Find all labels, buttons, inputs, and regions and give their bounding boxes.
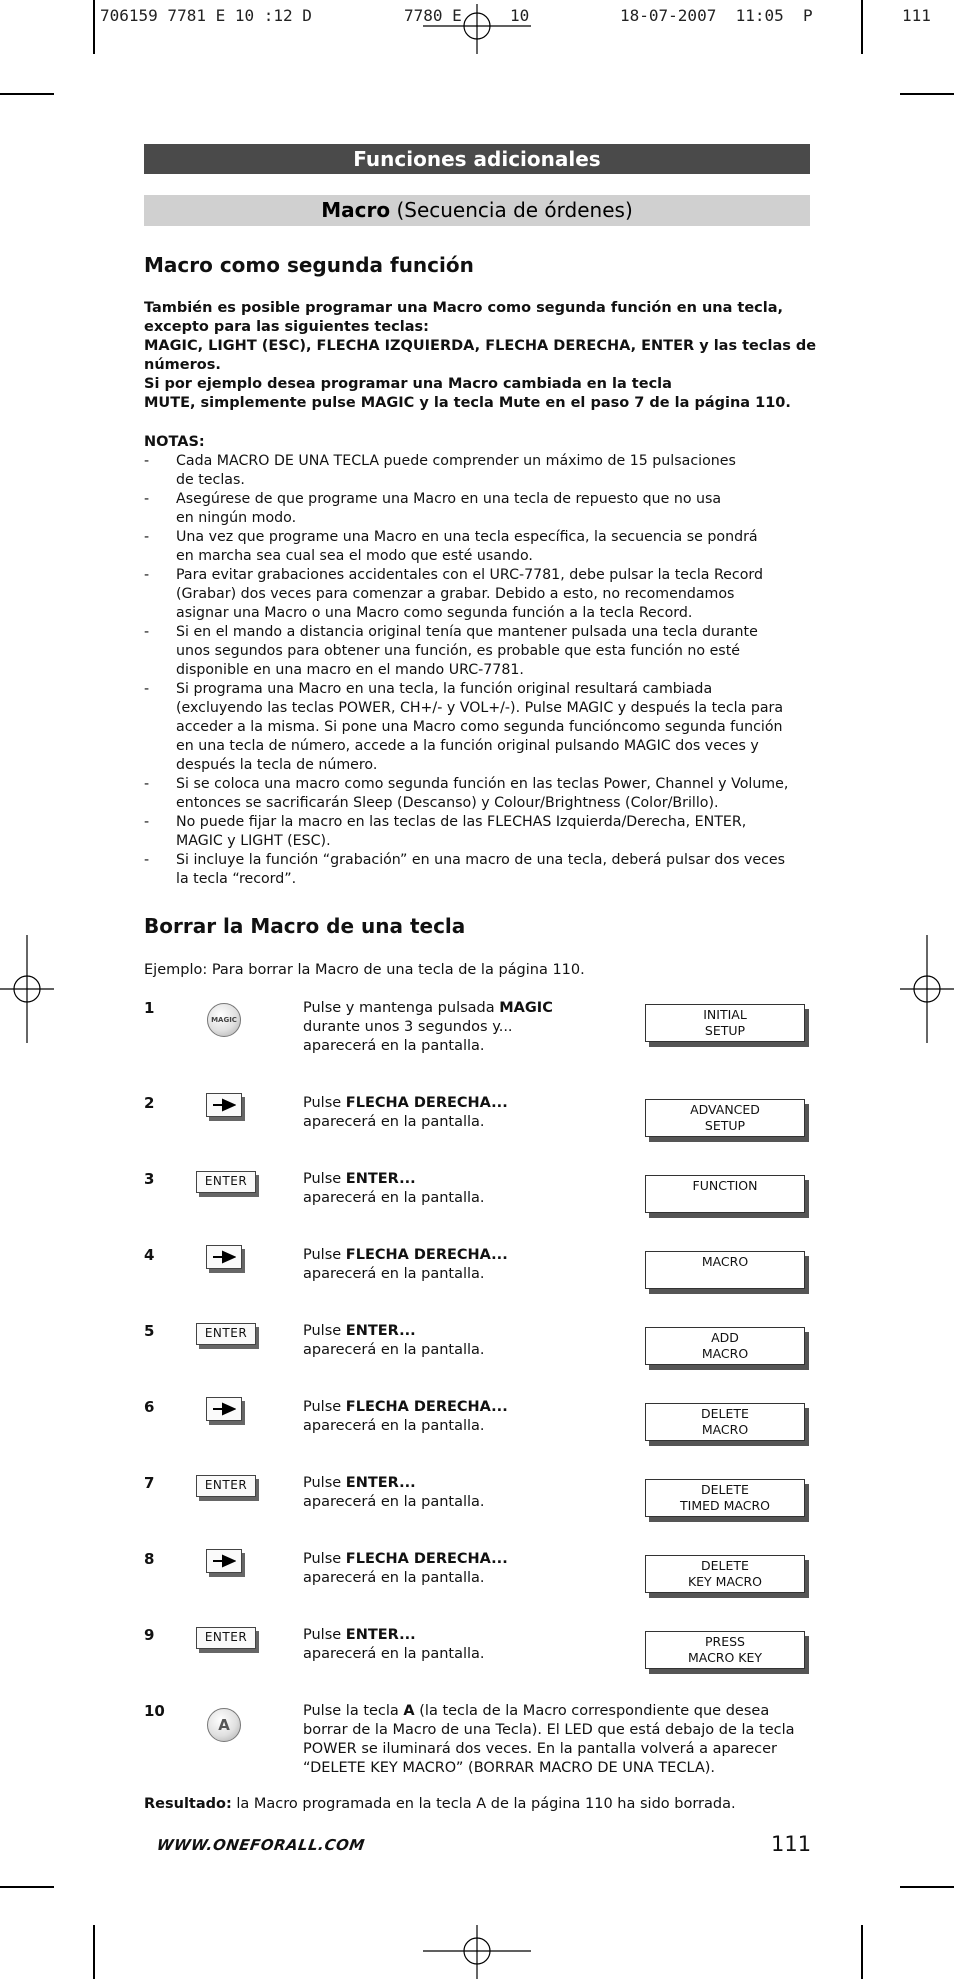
step-text-pre: Pulse bbox=[303, 1551, 346, 1567]
note-line: Cada MACRO DE UNA TECLA puede comprender un máximo de 15 pulsaciones bbox=[176, 453, 736, 469]
step-text-bold: A bbox=[403, 1703, 415, 1719]
note-line: unos segundos para obtener una función, es probable que esta función no esté bbox=[176, 643, 740, 659]
print-model: 7780 E bbox=[404, 6, 462, 25]
screen-line: ADVANCED bbox=[690, 1102, 760, 1117]
note-line: Para evitar grabaciones accidentales con el URC-7781, debe pulsar la tecla Record bbox=[176, 567, 763, 583]
registration-mark-left bbox=[0, 935, 54, 1043]
step-text-bold: FLECHA DERECHA... bbox=[345, 1247, 508, 1263]
result-line bbox=[144, 1795, 736, 1814]
registration-mark-right bbox=[900, 935, 954, 1043]
step-text bbox=[303, 999, 633, 1056]
note-line: Si se coloca una macro como segunda función en las teclas Power, Channel y Volume, bbox=[176, 776, 789, 792]
step-text-pre: Pulse y mantenga pulsada bbox=[303, 1000, 500, 1016]
screen-line: TIMED MACRO bbox=[680, 1498, 770, 1513]
heading-macro-second-function: Macro como segunda función bbox=[144, 253, 474, 277]
note-text bbox=[176, 851, 814, 889]
step-10-text bbox=[303, 1702, 813, 1778]
step-text-pre: Pulse bbox=[303, 1323, 346, 1339]
screen-line: PRESS bbox=[705, 1634, 745, 1649]
note-line: en marcha sea cual sea el modo que esté usando. bbox=[176, 548, 533, 564]
note-text bbox=[176, 623, 814, 680]
step-number: 2 bbox=[144, 1094, 155, 1112]
intro-line: excepto para las siguientes teclas: bbox=[144, 319, 429, 335]
step-text-line: aparecerá en la pantalla. bbox=[303, 1570, 485, 1586]
step-text-line: aparecerá en la pantalla. bbox=[303, 1494, 485, 1510]
step-text-pre: Pulse bbox=[303, 1627, 346, 1643]
note-dash: - bbox=[144, 814, 150, 830]
right-arrow-key-icon bbox=[206, 1549, 242, 1573]
step-text bbox=[303, 1550, 633, 1588]
note-line: acceder a la misma. Si pone una Macro como segunda funcióncomo segunda función bbox=[176, 719, 783, 735]
step-text bbox=[303, 1246, 633, 1284]
remote-display-screen bbox=[645, 1099, 805, 1137]
print-code: 706159 7781 E 10 :12 D bbox=[100, 6, 312, 25]
step-text-bold: FLECHA DERECHA... bbox=[345, 1551, 508, 1567]
step-number: 7 bbox=[144, 1474, 155, 1492]
step-text-pre: Pulse bbox=[303, 1399, 346, 1415]
note-line: Si en el mando a distancia original tenía que mantener pulsada una tecla durante bbox=[176, 624, 758, 640]
enter-key-icon: ENTER bbox=[196, 1323, 256, 1345]
note-line: Asegúrese de que programe una Macro en una tecla de repuesto que no usa bbox=[176, 491, 722, 507]
step-text-line: “DELETE KEY MACRO” (BORRAR MACRO DE UNA TECLA). bbox=[303, 1760, 716, 1776]
note-item bbox=[144, 566, 814, 623]
result-label: Resultado: bbox=[144, 1796, 232, 1812]
print-page: 111 bbox=[902, 6, 931, 25]
step-text bbox=[303, 1322, 633, 1360]
step-text-bold: FLECHA DERECHA... bbox=[345, 1095, 508, 1111]
magic-key-icon bbox=[207, 1003, 241, 1037]
subsection-rest: (Secuencia de órdenes) bbox=[390, 198, 633, 222]
remote-display-screen bbox=[645, 1327, 805, 1365]
screen-line: DELETE bbox=[701, 1558, 749, 1573]
step-text-pre: Pulse bbox=[303, 1247, 346, 1263]
intro-line: MUTE, simplemente pulse MAGIC y la tecla Mute en el paso 7 de la página 110. bbox=[144, 395, 791, 411]
step-number: 9 bbox=[144, 1626, 155, 1644]
note-line: No puede fijar la macro en las teclas de las FLECHAS Izquierda/Derecha, ENTER, bbox=[176, 814, 747, 830]
step-text-line: POWER se iluminará dos veces. En la pantalla volverá a aparecer bbox=[303, 1741, 777, 1757]
note-text bbox=[176, 528, 814, 566]
note-line: en ningún modo. bbox=[176, 510, 297, 526]
note-dash: - bbox=[144, 776, 150, 792]
note-line: de teclas. bbox=[176, 472, 245, 488]
step-text-bold: FLECHA DERECHA... bbox=[345, 1399, 508, 1415]
step-number: 4 bbox=[144, 1246, 155, 1264]
remote-display-screen bbox=[645, 1555, 805, 1593]
step-text-line: durante unos 3 segundos y... bbox=[303, 1019, 513, 1035]
screen-line: KEY MACRO bbox=[687, 1574, 763, 1589]
step-text-line: aparecerá en la pantalla. bbox=[303, 1266, 485, 1282]
intro-paragraph bbox=[144, 299, 816, 413]
a-key-label: A bbox=[218, 1716, 230, 1734]
print-datetime: 18-07-2007 11:05 P bbox=[620, 6, 813, 25]
step-text bbox=[303, 1398, 633, 1436]
screen-line: DELETE bbox=[701, 1406, 749, 1421]
screen-line: FUNCTION bbox=[692, 1178, 758, 1193]
step-number: 8 bbox=[144, 1550, 155, 1568]
note-dash: - bbox=[144, 567, 150, 583]
step-text-line: borrar de la Macro de una Tecla). El LED que está debajo de la tecla bbox=[303, 1722, 795, 1738]
a-key-icon bbox=[207, 1708, 241, 1742]
step-text-line: aparecerá en la pantalla. bbox=[303, 1342, 485, 1358]
step-text-bold: ENTER... bbox=[345, 1323, 416, 1339]
note-dash: - bbox=[144, 681, 150, 697]
remote-display-screen bbox=[645, 1004, 805, 1042]
step-text-bold: ENTER... bbox=[345, 1475, 416, 1491]
step-text-pre: Pulse bbox=[303, 1171, 346, 1187]
note-item bbox=[144, 623, 814, 680]
footer-page-number: 111 bbox=[771, 1832, 812, 1856]
screen-line: INITIAL bbox=[703, 1007, 747, 1022]
note-line: MAGIC y LIGHT (ESC). bbox=[176, 833, 331, 849]
step-text-line: aparecerá en la pantalla. bbox=[303, 1646, 485, 1662]
note-dash: - bbox=[144, 529, 150, 545]
note-dash: - bbox=[144, 491, 150, 507]
intro-line: También es posible programar una Macro como segunda función en una tecla, bbox=[144, 300, 784, 316]
step-text-bold: MAGIC bbox=[499, 1000, 553, 1016]
note-item bbox=[144, 490, 814, 528]
note-line: disponible en una macro en el mando URC-7781. bbox=[176, 662, 524, 678]
note-line: Una vez que programe una Macro en una tecla específica, la secuencia se pondrá bbox=[176, 529, 758, 545]
step-text-line: aparecerá en la pantalla. bbox=[303, 1190, 485, 1206]
step-text bbox=[303, 1170, 633, 1208]
right-arrow-key-icon bbox=[206, 1397, 242, 1421]
magic-key-label: MAGIC bbox=[211, 1016, 237, 1024]
note-item bbox=[144, 813, 814, 851]
note-line: Si programa una Macro en una tecla, la función original resultará cambiada bbox=[176, 681, 713, 697]
remote-display-screen bbox=[645, 1175, 805, 1213]
section-title: Funciones adicionales bbox=[144, 144, 810, 174]
registration-mark-bottom bbox=[423, 1925, 531, 1979]
remote-display-screen bbox=[645, 1631, 805, 1669]
screen-line: DELETE bbox=[701, 1482, 749, 1497]
note-line: la tecla “record”. bbox=[176, 871, 297, 887]
step-text-pre: Pulse bbox=[303, 1095, 346, 1111]
note-line: después la tecla de número. bbox=[176, 757, 378, 773]
note-item bbox=[144, 452, 814, 490]
screen-line: ADD bbox=[711, 1330, 739, 1345]
note-line: Si incluye la función “grabación” en una macro de una tecla, deberá pulsar dos veces bbox=[176, 852, 786, 868]
right-arrow-key-icon bbox=[206, 1093, 242, 1117]
heading-delete-key-macro: Borrar la Macro de una tecla bbox=[144, 914, 466, 938]
result-text: la Macro programada en la tecla A de la página 110 ha sido borrada. bbox=[231, 1796, 736, 1812]
note-dash: - bbox=[144, 624, 150, 640]
note-text bbox=[176, 813, 814, 851]
note-text bbox=[176, 566, 814, 623]
footer-url-link[interactable]: WWW.ONEFORALL.COM bbox=[155, 1836, 367, 1854]
remote-display-screen bbox=[645, 1251, 805, 1289]
screen-line: MACRO bbox=[701, 1254, 749, 1269]
remote-display-screen bbox=[645, 1403, 805, 1441]
note-line: en una tecla de número, accede a la función original pulsando MAGIC dos veces y bbox=[176, 738, 759, 754]
intro-line: Si por ejemplo desea programar una Macro cambiada en la tecla bbox=[144, 376, 672, 392]
note-dash: - bbox=[144, 852, 150, 868]
notes-label: NOTAS: bbox=[144, 434, 205, 450]
note-line: (Grabar) dos veces para comenzar a grabar. Debido a esto, no recomendamos bbox=[176, 586, 735, 602]
note-text bbox=[176, 490, 814, 528]
step-text-bold: ENTER... bbox=[345, 1627, 416, 1643]
screen-line: MACRO KEY bbox=[687, 1650, 763, 1665]
step-text-pre: Pulse bbox=[303, 1475, 346, 1491]
note-item bbox=[144, 528, 814, 566]
print-num: 10 bbox=[510, 6, 530, 25]
screen-line: MACRO bbox=[701, 1422, 749, 1437]
note-line: (excluyendo las teclas POWER, CH+/- y VOL+/-). Pulse MAGIC y después la tecla para bbox=[176, 700, 784, 716]
step-number: 3 bbox=[144, 1170, 155, 1188]
step-text bbox=[303, 1474, 633, 1512]
note-text bbox=[176, 680, 814, 775]
subsection-bold: Macro bbox=[321, 198, 391, 222]
step-number: 10 bbox=[144, 1702, 165, 1720]
subsection-title bbox=[144, 195, 810, 226]
note-text bbox=[176, 452, 814, 490]
step-number: 6 bbox=[144, 1398, 155, 1416]
note-line: asignar una Macro o una Macro como segunda función a la tecla Record. bbox=[176, 605, 693, 621]
step-text-line: aparecerá en la pantalla. bbox=[303, 1418, 485, 1434]
step-number: 1 bbox=[144, 999, 155, 1017]
screen-line: SETUP bbox=[704, 1118, 746, 1133]
right-arrow-key-icon bbox=[206, 1245, 242, 1269]
step-text bbox=[303, 1626, 633, 1664]
step-text-bold: ENTER... bbox=[345, 1171, 416, 1187]
step-text-rest: (la tecla de la Macro correspondiente que desea bbox=[414, 1703, 770, 1719]
note-item bbox=[144, 775, 814, 813]
screen-line: MACRO bbox=[701, 1346, 749, 1361]
note-dash: - bbox=[144, 453, 150, 469]
screen-line: SETUP bbox=[704, 1023, 746, 1038]
step-text bbox=[303, 1094, 633, 1132]
step-text-line: aparecerá en la pantalla. bbox=[303, 1114, 485, 1130]
note-text bbox=[176, 775, 814, 813]
enter-key-icon: ENTER bbox=[196, 1171, 256, 1193]
remote-display-screen bbox=[645, 1479, 805, 1517]
enter-key-icon: ENTER bbox=[196, 1475, 256, 1497]
step-text-line: aparecerá en la pantalla. bbox=[303, 1038, 485, 1054]
enter-key-icon: ENTER bbox=[196, 1627, 256, 1649]
note-line: entonces se sacrificarán Sleep (Descanso) y Colour/Brightness (Color/Brillo). bbox=[176, 795, 719, 811]
step-text-pre: Pulse la tecla bbox=[303, 1703, 404, 1719]
step-number: 5 bbox=[144, 1322, 155, 1340]
note-item bbox=[144, 680, 814, 775]
note-item bbox=[144, 851, 814, 889]
example-text: Ejemplo: Para borrar la Macro de una tecla de la página 110. bbox=[144, 962, 585, 978]
intro-line: MAGIC, LIGHT (ESC), FLECHA IZQUIERDA, FLECHA DERECHA, ENTER y las teclas de bbox=[144, 338, 817, 354]
intro-line: números. bbox=[144, 357, 221, 373]
